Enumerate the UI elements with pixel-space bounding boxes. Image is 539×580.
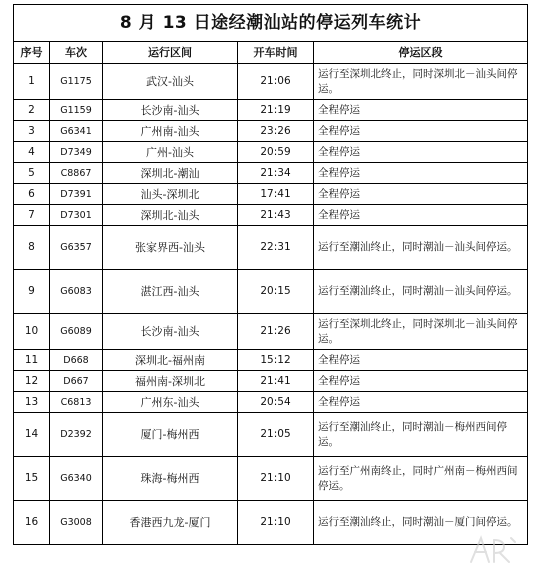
table-row: [14, 142, 528, 163]
cell-route: 福州南-深圳北: [103, 371, 238, 392]
cell-suspended-section: 全程停运: [314, 184, 528, 205]
cell-no: 6: [14, 184, 50, 205]
cell-no: 10: [14, 314, 50, 350]
cell-suspended-section: 全程停运: [314, 371, 528, 392]
cell-departure-time: 21:05: [238, 413, 314, 457]
cell-suspended-section: 运行至深圳北终止，同时深圳北－汕头间停运。: [314, 314, 528, 350]
cell-no: 16: [14, 501, 50, 545]
cell-train-number: D2392: [50, 413, 103, 457]
cell-suspended-section: 运行至广州南终止，同时广州南－梅州西间停运。: [314, 457, 528, 501]
table-row: [14, 392, 528, 413]
table-row: [14, 121, 528, 142]
cell-train-number: G6341: [50, 121, 103, 142]
cell-train-number: G6083: [50, 270, 103, 314]
cell-train-number: D7349: [50, 142, 103, 163]
cell-departure-time: 21:34: [238, 163, 314, 184]
cell-departure-time: 21:41: [238, 371, 314, 392]
cell-route: 长沙南-汕头: [103, 314, 238, 350]
cell-route: 深圳北-潮汕: [103, 163, 238, 184]
table-row: [14, 270, 528, 314]
cell-train-number: D667: [50, 371, 103, 392]
cell-route: 深圳北-汕头: [103, 205, 238, 226]
cell-route: 深圳北-福州南: [103, 350, 238, 371]
cell-departure-time: 20:59: [238, 142, 314, 163]
cell-train-number: G1175: [50, 64, 103, 100]
cell-no: 7: [14, 205, 50, 226]
cell-no: 5: [14, 163, 50, 184]
cell-departure-time: 21:26: [238, 314, 314, 350]
cell-no: 4: [14, 142, 50, 163]
cell-route: 香港西九龙-厦门: [103, 501, 238, 545]
cell-departure-time: 21:06: [238, 64, 314, 100]
cell-no: 8: [14, 226, 50, 270]
cell-route: 武汉-汕头: [103, 64, 238, 100]
cell-no: 12: [14, 371, 50, 392]
cell-suspended-section: 全程停运: [314, 392, 528, 413]
cell-no: 9: [14, 270, 50, 314]
cell-train-number: G1159: [50, 100, 103, 121]
cell-route: 湛江西-汕头: [103, 270, 238, 314]
cell-suspended-section: 全程停运: [314, 350, 528, 371]
header-train: 车次: [50, 42, 103, 64]
cell-departure-time: 23:26: [238, 121, 314, 142]
cell-departure-time: 20:54: [238, 392, 314, 413]
cell-departure-time: 17:41: [238, 184, 314, 205]
cell-suspended-section: 运行至潮汕终止，同时潮汕－汕头间停运。: [314, 270, 528, 314]
table-row: [14, 226, 528, 270]
cell-departure-time: 21:10: [238, 457, 314, 501]
table-row: [14, 314, 528, 350]
table-row: [14, 163, 528, 184]
cell-train-number: G6340: [50, 457, 103, 501]
cell-train-number: G6089: [50, 314, 103, 350]
cell-train-number: G3008: [50, 501, 103, 545]
cell-train-number: C8867: [50, 163, 103, 184]
cell-suspended-section: 全程停运: [314, 205, 528, 226]
cell-route: 长沙南-汕头: [103, 100, 238, 121]
cell-departure-time: 21:43: [238, 205, 314, 226]
table-row: [14, 350, 528, 371]
cell-suspended-section: 运行至潮汕终止，同时潮汕－汕头间停运。: [314, 226, 528, 270]
table-row: [14, 413, 528, 457]
table-row: [14, 184, 528, 205]
header-route: 运行区间: [103, 42, 238, 64]
cell-no: 15: [14, 457, 50, 501]
header-section: 停运区段: [314, 42, 528, 64]
cell-departure-time: 15:12: [238, 350, 314, 371]
cell-route: 广州-汕头: [103, 142, 238, 163]
cell-no: 2: [14, 100, 50, 121]
cell-departure-time: 20:15: [238, 270, 314, 314]
cell-train-number: D668: [50, 350, 103, 371]
table-row: [14, 371, 528, 392]
cell-suspended-section: 运行至潮汕终止，同时潮汕－厦门间停运。: [314, 501, 528, 545]
cell-train-number: G6357: [50, 226, 103, 270]
cell-no: 13: [14, 392, 50, 413]
table-row: [14, 457, 528, 501]
cell-train-number: D7301: [50, 205, 103, 226]
cell-no: 1: [14, 64, 50, 100]
cell-departure-time: 21:19: [238, 100, 314, 121]
cell-route: 广州南-汕头: [103, 121, 238, 142]
cell-suspended-section: 全程停运: [314, 121, 528, 142]
table-row: [14, 64, 528, 100]
cell-route: 张家界西-汕头: [103, 226, 238, 270]
cell-departure-time: 21:10: [238, 501, 314, 545]
cell-suspended-section: 全程停运: [314, 100, 528, 121]
cell-suspended-section: 运行至潮汕终止，同时潮汕－梅州西间停运。: [314, 413, 528, 457]
cell-train-number: C6813: [50, 392, 103, 413]
cell-route: 厦门-梅州西: [103, 413, 238, 457]
table-row: [14, 501, 528, 545]
cell-route: 珠海-梅州西: [103, 457, 238, 501]
table-title: 8 月 13 日途经潮汕站的停运列车统计: [14, 5, 528, 42]
cell-no: 11: [14, 350, 50, 371]
suspended-trains-table: [13, 4, 528, 545]
header-row: [14, 42, 528, 64]
cell-departure-time: 22:31: [238, 226, 314, 270]
cell-route: 汕头-深圳北: [103, 184, 238, 205]
table-row: [14, 205, 528, 226]
cell-suspended-section: 运行至深圳北终止，同时深圳北－汕头间停运。: [314, 64, 528, 100]
cell-no: 3: [14, 121, 50, 142]
cell-train-number: D7391: [50, 184, 103, 205]
table-row: [14, 100, 528, 121]
watermark-logo-icon: [467, 532, 519, 568]
header-no: 序号: [14, 42, 50, 64]
cell-no: 14: [14, 413, 50, 457]
cell-route: 广州东-汕头: [103, 392, 238, 413]
header-time: 开车时间: [238, 42, 314, 64]
cell-suspended-section: 全程停运: [314, 142, 528, 163]
cell-suspended-section: 全程停运: [314, 163, 528, 184]
